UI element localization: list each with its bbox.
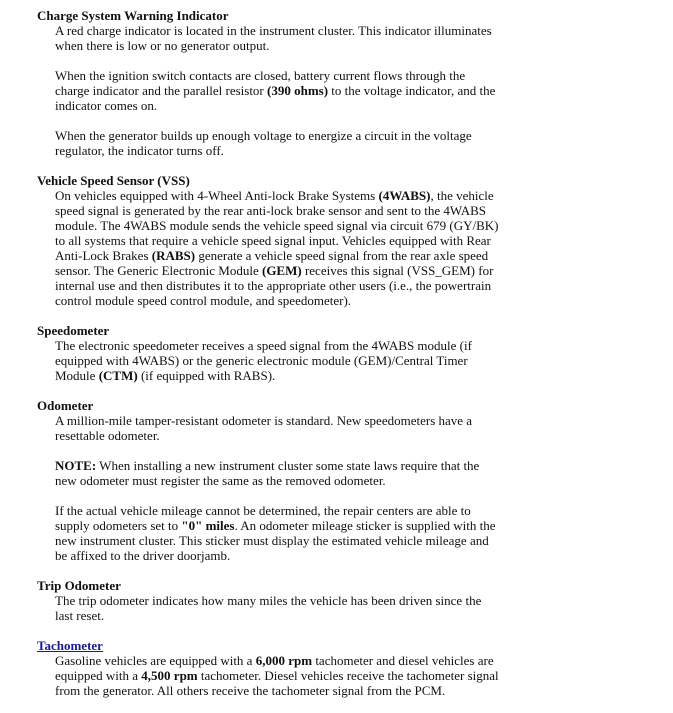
paragraph [55, 188, 657, 308]
section-heading: Charge System Warning Indicator [37, 8, 229, 23]
text-line: Anti-Lock Brakes (RABS) generate a vehicle speed signal from the rear axle speed [55, 248, 489, 263]
paragraph [55, 413, 657, 443]
section-tachometer [37, 638, 657, 698]
paragraph [55, 338, 657, 383]
text-line: Module (CTM) (if equipped with RABS). [55, 368, 276, 383]
text-line: be affixed to the driver doorjamb. [55, 548, 231, 563]
paragraph [55, 653, 657, 698]
text-line: Gasoline vehicles are equipped with a 6,000 rpm tachometer and diesel vehicles are [55, 653, 494, 668]
paragraph [55, 593, 657, 623]
text-line: from the generator. All others receive the tachometer signal from the PCM. [55, 683, 446, 698]
section-trip-odometer [37, 578, 657, 623]
section-heading: Odometer [37, 398, 94, 413]
text-line: equipped with 4WABS) or the generic electronic module (GEM)/Central Timer [55, 353, 468, 368]
text-line: resettable odometer. [55, 428, 160, 443]
text-line: speed signal is generated by the rear anti-lock brake sensor and sent to the 4WABS [55, 203, 487, 218]
bold-term: (4WABS) [378, 188, 431, 203]
section-heading: Speedometer [37, 323, 110, 338]
section-odometer [37, 398, 657, 563]
text-line: control module speed control module, and speedometer). [55, 293, 352, 308]
bold-term: (390 ohms) [267, 83, 329, 98]
text-line: sensor. The Generic Electronic Module (GEM) receives this signal (VSS_GEM) for [55, 263, 494, 278]
paragraph [55, 128, 657, 158]
text-line: When the generator builds up enough voltage to energize a circuit in the voltage [55, 128, 472, 143]
text-line: indicator comes on. [55, 98, 158, 113]
text-line: last reset. [55, 608, 105, 623]
paragraph [55, 23, 657, 53]
bold-term: (RABS) [151, 248, 196, 263]
text-line: module. The 4WABS module sends the vehicle speed signal via circuit 679 (GY/BK) [55, 218, 499, 233]
bold-term: "0" miles [181, 518, 235, 533]
text-line: new odometer must register the same as the removed odometer. [55, 473, 386, 488]
text-line: When the ignition switch contacts are closed, battery current flows through the [55, 68, 466, 83]
section-heading-link[interactable]: Tachometer [37, 638, 103, 653]
text-line: new instrument cluster. This sticker must display the estimated vehicle mileage and [55, 533, 489, 548]
text-line: internal use and then distributes it to the appropriate other users (i.e., the powertrain [55, 278, 492, 293]
section-heading: Vehicle Speed Sensor (VSS) [37, 173, 190, 188]
text-line: The trip odometer indicates how many miles the vehicle has been driven since the [55, 593, 482, 608]
paragraph [55, 458, 657, 488]
text-line: The electronic speedometer receives a speed signal from the 4WABS module (if [55, 338, 472, 353]
text-line: to all systems that require a vehicle speed signal input. Vehicles equipped with Rear [55, 233, 491, 248]
bold-term: 4,500 rpm [141, 668, 198, 683]
text-line: On vehicles equipped with 4-Wheel Anti-lock Brake Systems (4WABS), the vehicle [55, 188, 494, 203]
text-line: when there is low or no generator output. [55, 38, 270, 53]
paragraph [55, 503, 657, 563]
section-charge-system-warning-indicator [37, 8, 657, 158]
text-line: equipped with a 4,500 rpm tachometer. Diesel vehicles receive the tachometer signal [55, 668, 499, 683]
bold-term: NOTE: [55, 458, 97, 473]
document-body [37, 8, 657, 713]
text-line: NOTE: When installing a new instrument cluster some state laws require that the [55, 458, 480, 473]
section-vehicle-speed-sensor-vss [37, 173, 657, 308]
bold-term: (GEM) [261, 263, 302, 278]
text-line: If the actual vehicle mileage cannot be determined, the repair centers are able to [55, 503, 471, 518]
text-line: A million-mile tamper-resistant odometer is standard. New speedometers have a [55, 413, 473, 428]
text-line: supply odometers set to "0" miles. An odometer mileage sticker is supplied with the [55, 518, 496, 533]
text-line: regulator, the indicator turns off. [55, 143, 224, 158]
section-heading: Trip Odometer [37, 578, 121, 593]
paragraph [55, 68, 657, 113]
section-speedometer [37, 323, 657, 383]
bold-term: (CTM) [98, 368, 138, 383]
text-line: A red charge indicator is located in the instrument cluster. This indicator illuminates [55, 23, 492, 38]
text-line: charge indicator and the parallel resistor (390 ohms) to the voltage indicator, and the [55, 83, 496, 98]
bold-term: 6,000 rpm [255, 653, 313, 668]
